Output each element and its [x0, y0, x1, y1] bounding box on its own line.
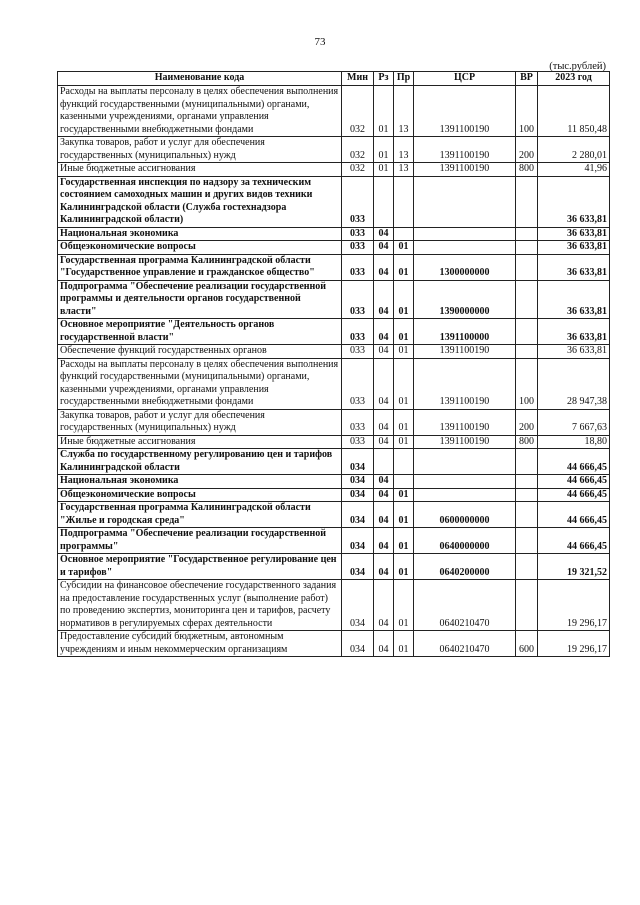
- cell-vr: [516, 254, 538, 280]
- cell-pr: [394, 176, 414, 227]
- cell-vr: [516, 475, 538, 489]
- cell-pr: 01: [394, 254, 414, 280]
- cell-name: Служба по государственному регулированию цен и тарифов Калининградской области: [58, 449, 342, 475]
- cell-rz: 04: [374, 502, 394, 528]
- cell-name: Предоставление субсидий бюджетным, автономным учреждениям и иным некоммерческим организациям: [58, 631, 342, 657]
- cell-csr: 0640210470: [414, 631, 516, 657]
- table-row: [58, 528, 610, 554]
- cell-csr: [414, 176, 516, 227]
- cell-csr: 0640000000: [414, 528, 516, 554]
- cell-vr: 200: [516, 137, 538, 163]
- cell-rz: 04: [374, 435, 394, 449]
- cell-csr: 1391100190: [414, 163, 516, 177]
- cell-pr: 01: [394, 319, 414, 345]
- cell-rz: 04: [374, 554, 394, 580]
- cell-vr: [516, 345, 538, 359]
- cell-name: Общеэкономические вопросы: [58, 241, 342, 255]
- cell-min: 033: [342, 345, 374, 359]
- table-row: [58, 241, 610, 255]
- cell-rz: 04: [374, 227, 394, 241]
- cell-min: 033: [342, 227, 374, 241]
- cell-rz: [374, 449, 394, 475]
- budget-table: [57, 71, 610, 657]
- cell-amount: 44 666,45: [538, 475, 610, 489]
- cell-rz: 04: [374, 580, 394, 631]
- cell-vr: [516, 554, 538, 580]
- cell-csr: 1391100190: [414, 137, 516, 163]
- cell-name: Национальная экономика: [58, 475, 342, 489]
- cell-csr: 1391100000: [414, 319, 516, 345]
- cell-rz: 04: [374, 319, 394, 345]
- cell-pr: 01: [394, 488, 414, 502]
- cell-csr: 1391100190: [414, 345, 516, 359]
- cell-pr: 01: [394, 409, 414, 435]
- cell-vr: [516, 528, 538, 554]
- cell-pr: 01: [394, 280, 414, 319]
- table-row: [58, 345, 610, 359]
- cell-name: Государственная инспекция по надзору за техническим состоянием самоходных машин и других видов техники Калининградской области (Служба гостехнадзора Калининградской области): [58, 176, 342, 227]
- cell-name: Субсидии на финансовое обеспечение государственного задания на предоставление государственных услуг (выполнение работ) по проведению экспертиз, мониторинга цен и тарифов, расчету нормативов в регулируемых сферах деятельности: [58, 580, 342, 631]
- cell-name: Основное мероприятие "Государственное регулирование цен и тарифов": [58, 554, 342, 580]
- table-row: [58, 449, 610, 475]
- cell-csr: 0640200000: [414, 554, 516, 580]
- table-row: [58, 227, 610, 241]
- cell-min: 033: [342, 409, 374, 435]
- cell-vr: 100: [516, 358, 538, 409]
- units-label: (тыс.рублей): [549, 61, 606, 72]
- table-row: [58, 554, 610, 580]
- page-number: 73: [314, 36, 326, 48]
- cell-pr: [394, 227, 414, 241]
- cell-name: Национальная экономика: [58, 227, 342, 241]
- cell-name: Иные бюджетные ассигнования: [58, 163, 342, 177]
- cell-vr: [516, 176, 538, 227]
- cell-name: Подпрограмма "Обеспечение реализации государственной программы и деятельности органов государственной власти": [58, 280, 342, 319]
- cell-vr: [516, 319, 538, 345]
- cell-pr: 01: [394, 580, 414, 631]
- cell-name: Государственная программа Калининградской области "Жилье и городская среда": [58, 502, 342, 528]
- cell-vr: [516, 502, 538, 528]
- cell-pr: 01: [394, 358, 414, 409]
- cell-pr: [394, 475, 414, 489]
- table-row: [58, 86, 610, 137]
- cell-vr: 100: [516, 86, 538, 137]
- cell-min: 033: [342, 319, 374, 345]
- cell-pr: 01: [394, 631, 414, 657]
- cell-amount: 18,80: [538, 435, 610, 449]
- cell-name: Закупка товаров, работ и услуг для обеспечения государственных (муниципальных) нужд: [58, 409, 342, 435]
- cell-amount: 19 296,17: [538, 631, 610, 657]
- cell-rz: 04: [374, 358, 394, 409]
- cell-name: Расходы на выплаты персоналу в целях обеспечения выполнения функций государственными (муниципальными) органами, казенными учреждениями, органами управления государственными внебюджетными фондами: [58, 358, 342, 409]
- cell-pr: 01: [394, 554, 414, 580]
- cell-rz: 04: [374, 241, 394, 255]
- header-name: Наименование кода: [58, 72, 342, 86]
- cell-csr: 1390000000: [414, 280, 516, 319]
- cell-pr: 01: [394, 528, 414, 554]
- cell-amount: 44 666,45: [538, 449, 610, 475]
- cell-pr: 13: [394, 163, 414, 177]
- cell-amount: 44 666,45: [538, 488, 610, 502]
- cell-vr: [516, 280, 538, 319]
- cell-vr: [516, 449, 538, 475]
- cell-name: Подпрограмма "Обеспечение реализации государственной программы": [58, 528, 342, 554]
- cell-vr: 200: [516, 409, 538, 435]
- table-header-row: [58, 72, 610, 86]
- cell-amount: 36 633,81: [538, 319, 610, 345]
- cell-rz: 04: [374, 528, 394, 554]
- cell-min: 033: [342, 241, 374, 255]
- header-amount: 2023 год: [538, 72, 610, 86]
- header-rz: Рз: [374, 72, 394, 86]
- table-row: [58, 254, 610, 280]
- cell-min: 034: [342, 449, 374, 475]
- cell-min: 033: [342, 435, 374, 449]
- header-min: Мин: [342, 72, 374, 86]
- cell-pr: 01: [394, 502, 414, 528]
- cell-vr: 800: [516, 435, 538, 449]
- cell-csr: 0600000000: [414, 502, 516, 528]
- table-row: [58, 163, 610, 177]
- cell-min: 034: [342, 580, 374, 631]
- cell-name: Общеэкономические вопросы: [58, 488, 342, 502]
- cell-csr: [414, 227, 516, 241]
- cell-pr: 01: [394, 435, 414, 449]
- cell-pr: [394, 449, 414, 475]
- cell-amount: 36 633,81: [538, 241, 610, 255]
- cell-amount: 2 280,01: [538, 137, 610, 163]
- cell-name: Государственная программа Калининградской области "Государственное управление и гражданское общество": [58, 254, 342, 280]
- table-row: [58, 631, 610, 657]
- cell-csr: 1391100190: [414, 86, 516, 137]
- cell-vr: [516, 241, 538, 255]
- cell-min: 034: [342, 488, 374, 502]
- cell-amount: 41,96: [538, 163, 610, 177]
- table-row: [58, 319, 610, 345]
- cell-pr: 01: [394, 345, 414, 359]
- cell-csr: [414, 488, 516, 502]
- cell-amount: 36 633,81: [538, 345, 610, 359]
- table-row: [58, 358, 610, 409]
- table-row: [58, 409, 610, 435]
- cell-vr: [516, 580, 538, 631]
- cell-csr: [414, 475, 516, 489]
- cell-csr: 0640210470: [414, 580, 516, 631]
- cell-pr: 13: [394, 137, 414, 163]
- cell-min: 034: [342, 475, 374, 489]
- cell-csr: 1300000000: [414, 254, 516, 280]
- cell-csr: 1391100190: [414, 358, 516, 409]
- cell-min: 034: [342, 631, 374, 657]
- cell-min: 034: [342, 528, 374, 554]
- cell-min: 032: [342, 137, 374, 163]
- table-row: [58, 502, 610, 528]
- cell-amount: 36 633,81: [538, 176, 610, 227]
- cell-vr: 600: [516, 631, 538, 657]
- cell-rz: 04: [374, 475, 394, 489]
- table-body: [58, 86, 610, 657]
- cell-min: 033: [342, 280, 374, 319]
- table-row: [58, 488, 610, 502]
- table-row: [58, 176, 610, 227]
- cell-rz: 01: [374, 163, 394, 177]
- header-vr: ВР: [516, 72, 538, 86]
- cell-rz: 01: [374, 86, 394, 137]
- cell-name: Основное мероприятие "Деятельность органов государственной власти": [58, 319, 342, 345]
- cell-amount: 19 296,17: [538, 580, 610, 631]
- cell-pr: 01: [394, 241, 414, 255]
- cell-rz: 04: [374, 631, 394, 657]
- cell-amount: 44 666,45: [538, 502, 610, 528]
- table-row: [58, 475, 610, 489]
- cell-amount: 36 633,81: [538, 227, 610, 241]
- table-row: [58, 280, 610, 319]
- cell-amount: 44 666,45: [538, 528, 610, 554]
- cell-rz: 04: [374, 254, 394, 280]
- cell-min: 034: [342, 554, 374, 580]
- table-row: [58, 137, 610, 163]
- cell-rz: 04: [374, 488, 394, 502]
- header-pr: Пр: [394, 72, 414, 86]
- cell-amount: 19 321,52: [538, 554, 610, 580]
- cell-vr: [516, 227, 538, 241]
- cell-amount: 11 850,48: [538, 86, 610, 137]
- cell-pr: 13: [394, 86, 414, 137]
- cell-name: Расходы на выплаты персоналу в целях обеспечения выполнения функций государственными (муниципальными) органами, казенными учреждениями, органами управления государственными внебюджетными фондами: [58, 86, 342, 137]
- cell-rz: 01: [374, 137, 394, 163]
- cell-csr: [414, 449, 516, 475]
- cell-min: 033: [342, 254, 374, 280]
- cell-csr: 1391100190: [414, 409, 516, 435]
- cell-vr: [516, 488, 538, 502]
- table-row: [58, 435, 610, 449]
- cell-amount: 36 633,81: [538, 280, 610, 319]
- cell-amount: 36 633,81: [538, 254, 610, 280]
- cell-name: Обеспечение функций государственных органов: [58, 345, 342, 359]
- cell-rz: [374, 176, 394, 227]
- cell-rz: 04: [374, 280, 394, 319]
- cell-amount: 28 947,38: [538, 358, 610, 409]
- cell-min: 033: [342, 358, 374, 409]
- cell-vr: 800: [516, 163, 538, 177]
- cell-min: 033: [342, 176, 374, 227]
- cell-name: Закупка товаров, работ и услуг для обеспечения государственных (муниципальных) нужд: [58, 137, 342, 163]
- cell-rz: 04: [374, 409, 394, 435]
- cell-csr: 1391100190: [414, 435, 516, 449]
- cell-csr: [414, 241, 516, 255]
- header-csr: ЦСР: [414, 72, 516, 86]
- cell-name: Иные бюджетные ассигнования: [58, 435, 342, 449]
- cell-amount: 7 667,63: [538, 409, 610, 435]
- cell-min: 032: [342, 86, 374, 137]
- cell-min: 034: [342, 502, 374, 528]
- cell-min: 032: [342, 163, 374, 177]
- table-row: [58, 580, 610, 631]
- cell-rz: 04: [374, 345, 394, 359]
